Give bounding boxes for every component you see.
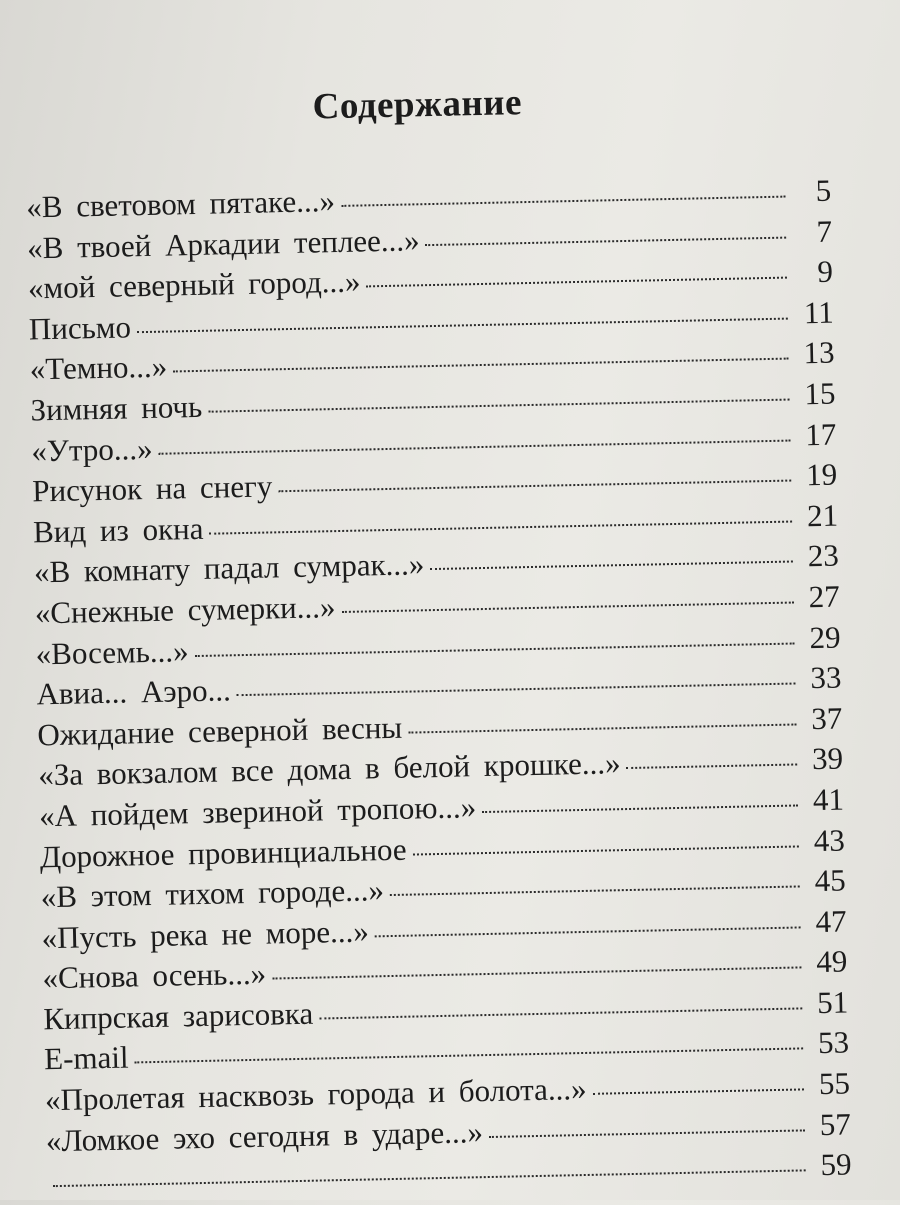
toc-entry-page-number: 39 — [811, 740, 844, 777]
dot-leader — [426, 236, 787, 246]
dot-leader — [272, 967, 801, 980]
toc-entry-page-number: 17 — [804, 416, 837, 452]
toc-entry-page-number: 19 — [805, 456, 838, 493]
toc-entry-page-number: 53 — [817, 1024, 850, 1061]
dot-leader — [390, 886, 800, 897]
toc-entry-page-number: 55 — [818, 1065, 851, 1102]
dot-leader — [173, 358, 788, 373]
toc-entry-title: «Восемь...» — [35, 632, 189, 671]
toc-entry-page-number: 9 — [817, 253, 834, 290]
toc-entry-page-number: 21 — [806, 497, 839, 533]
toc-entry-title: «В световом пятаке...» — [25, 183, 336, 225]
dot-leader — [341, 601, 793, 612]
dot-leader — [413, 845, 799, 855]
toc-entry-page-number: 45 — [814, 862, 846, 899]
dot-leader — [237, 683, 796, 697]
dot-leader — [209, 520, 792, 534]
toc-entry-title: «мой северный город...» — [27, 263, 361, 306]
toc-entry-title: Дорожное провинциальное — [39, 831, 407, 874]
dot-leader — [366, 277, 787, 288]
toc-entry-page-number: 11 — [803, 294, 835, 331]
dot-leader — [208, 399, 789, 413]
dot-leader — [195, 642, 795, 657]
toc-entry-title: «В твоей Аркадии теплее...» — [26, 221, 420, 266]
page-title: Содержание — [312, 82, 523, 128]
toc-entry-page-number: 59 — [820, 1146, 852, 1183]
toc-entry-title: «Темно...» — [29, 348, 168, 387]
dot-leader — [319, 1007, 802, 1019]
dot-leader — [159, 439, 791, 454]
toc-entry-title: E-mail — [43, 1040, 129, 1077]
toc-entry-page-number: 23 — [807, 537, 840, 574]
dot-leader — [341, 196, 785, 207]
toc-entry-title: Кипрская зарисовка — [42, 995, 314, 1037]
toc-entry-title: «За вокзалом все дома в белой крошке...» — [37, 745, 621, 793]
dot-leader — [408, 723, 796, 733]
dot-leader — [593, 1088, 804, 1094]
dot-leader — [135, 1048, 804, 1064]
table-of-contents — [26, 173, 852, 1204]
dot-leader — [482, 804, 798, 813]
toc-entry-title: Письмо — [28, 309, 132, 347]
toc-entry-title: Вид из окна — [32, 510, 204, 550]
toc-entry-page-number: 33 — [810, 659, 842, 696]
toc-entry-page-number: 57 — [819, 1106, 852, 1142]
toc-entry-title: «А пойдем звериной тропою...» — [38, 789, 477, 834]
dot-leader — [278, 480, 791, 493]
toc-entry-title: Рисунок на снегу — [31, 468, 273, 509]
toc-entry-page-number: 37 — [810, 700, 843, 736]
toc-entry-page-number: 15 — [804, 375, 836, 412]
dot-leader — [627, 764, 798, 770]
dot-leader — [53, 1170, 806, 1188]
toc-entry-page-number: 41 — [812, 781, 845, 818]
toc-entry-title: «Утро...» — [31, 430, 153, 468]
toc-entry-title: «Снежные сумерки...» — [34, 589, 336, 631]
toc-entry-title: «В этом тихом городе...» — [40, 872, 385, 915]
dot-leader — [137, 317, 788, 333]
toc-entry-title: «Ломкое эхо сегодня в ударе...» — [45, 1113, 484, 1158]
toc-entry-title: Авиа... Аэро... — [36, 672, 232, 712]
toc-entry-page-number: 43 — [813, 821, 846, 858]
dot-leader — [375, 926, 801, 937]
toc-entry-title: «В комнату падал сумрак...» — [33, 546, 425, 590]
toc-entry-title: Ожидание северной весны — [37, 709, 403, 753]
toc-entry-title: «Пролетая насквозь города и болота...» — [44, 1071, 587, 1118]
toc-entry-page-number: 51 — [816, 984, 849, 1020]
dot-leader — [430, 561, 793, 571]
toc-entry-page-number: 5 — [815, 172, 832, 208]
toc-entry-page-number: 13 — [803, 334, 835, 371]
toc-entry-page-number: 29 — [809, 619, 841, 655]
toc-entry-page-number: 7 — [816, 213, 833, 249]
dot-leader — [489, 1129, 805, 1138]
toc-entry-page-number: 27 — [808, 578, 841, 615]
toc-entry-title: «Снова осень...» — [42, 955, 267, 996]
toc-entry-page-number: 47 — [815, 903, 847, 939]
toc-entry-title: Зимняя ночь — [30, 388, 203, 428]
toc-entry-page-number: 49 — [815, 943, 848, 980]
toc-entry-title: «Пусть река не море...» — [41, 913, 370, 956]
